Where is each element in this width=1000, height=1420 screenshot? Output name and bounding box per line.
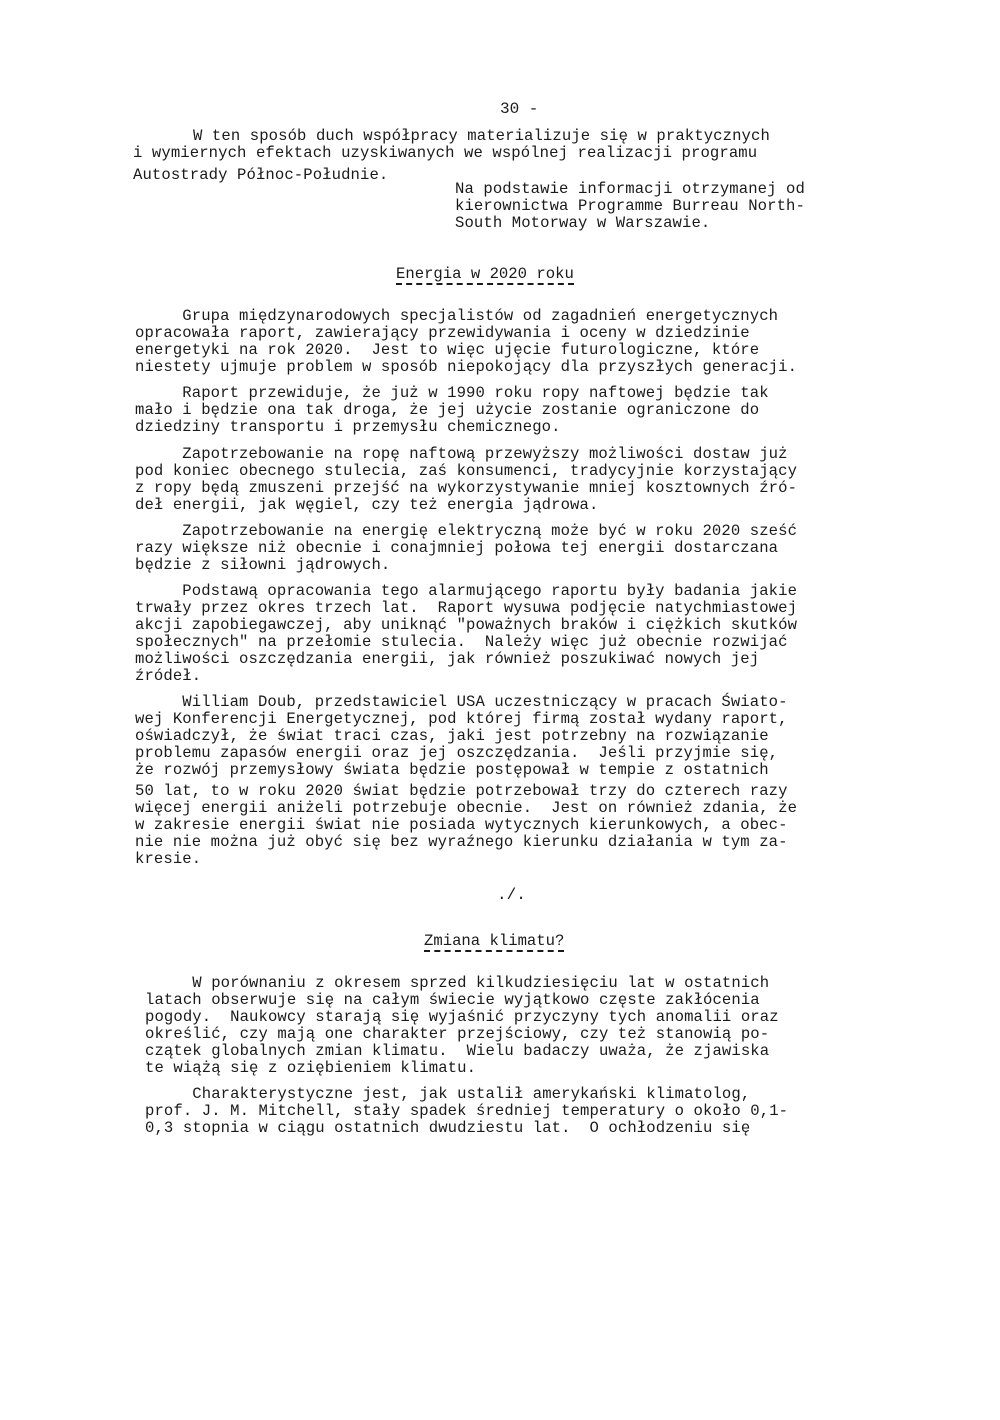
paragraph-line: energetyki na rok 2020. Jest to więc ujęcie futurologiczne, które bbox=[135, 341, 760, 359]
source-note-line: Na podstawie informacji otrzymanej od bbox=[455, 180, 805, 198]
paragraph-line: możliwości oszczędzania energii, jak również poszukiwać nowych jej bbox=[135, 650, 760, 668]
paragraph-line: razy większe niż obecnie i conajmniej połowa tej energii dostarczana bbox=[135, 539, 779, 557]
paragraph-line: W porównaniu z okresem sprzed kilkudziesięciu lat w ostatnich bbox=[145, 974, 770, 992]
paragraph-line: z ropy będą zmuszeni przejść na wykorzystywanie mniej kosztownych źró- bbox=[135, 479, 798, 497]
paragraph-line: będzie z siłowni jądrowych. bbox=[135, 556, 391, 574]
section-heading-climate: Zmiana klimatu? bbox=[424, 932, 565, 950]
paragraph-line: dziedziny transportu i przemysłu chemicznego. bbox=[135, 418, 561, 436]
page-number: 30 - bbox=[500, 100, 539, 118]
paragraph-line: Grupa międzynarodowych specjalistów od zagadnień energetycznych bbox=[135, 307, 779, 325]
paragraph-line: czątek globalnych zmian klimatu. Wielu badaczy uważa, że zjawiska bbox=[145, 1042, 770, 1060]
paragraph-line: więcej energii aniżeli potrzebuje obecnie. Jest on również zdania, że bbox=[135, 799, 798, 817]
paragraph-line: Zapotrzebowanie na ropę naftową przewyższy możliwości dostaw już bbox=[135, 445, 788, 463]
paragraph-line: prof. J. M. Mitchell, stały spadek średniej temperatury o około 0,1- bbox=[145, 1102, 789, 1120]
paragraph-line: mało i będzie ona tak droga, że jej użycie zostanie ograniczone do bbox=[135, 401, 760, 419]
paragraph-line: niestety ujmuje problem w sposób niepokojący dla przyszłych generacji. bbox=[135, 358, 798, 376]
intro-line: i wymiernych efektach uzyskiwanych we wspólnej realizacji programu bbox=[133, 144, 758, 162]
paragraph-line: w zakresie energii świat nie posiada wytycznych kierunkowych, a obec- bbox=[135, 816, 788, 834]
paragraph-line: źródeł. bbox=[135, 667, 202, 685]
paragraph-line: oświadczył, że świat traci czas, jaki jest potrzebny na rozwiązanie bbox=[135, 727, 769, 745]
section-heading-energy: Energia w 2020 roku bbox=[396, 265, 574, 283]
paragraph-line: Zapotrzebowanie na energię elektryczną może być w roku 2020 sześć bbox=[135, 522, 798, 540]
paragraph-line: akcji zapobiegawczej, aby uniknąć "poważnych braków i ciężkich skutków bbox=[135, 616, 798, 634]
paragraph-line: określić, czy mają one charakter przejściowy, czy też stanowią po- bbox=[145, 1025, 770, 1043]
paragraph-line: wej Konferencji Energetycznej, pod której firmą został wydany raport, bbox=[135, 710, 788, 728]
paragraph-line: Raport przewiduje, że już w 1990 roku ropy naftowej będzie tak bbox=[135, 384, 769, 402]
paragraph-line: Podstawą opracowania tego alarmującego raportu były badania jakie bbox=[135, 582, 798, 600]
intro-line: Autostrady Północ-Południe. bbox=[133, 166, 389, 184]
paragraph-line: William Doub, przedstawiciel USA uczestniczący w pracach Świato- bbox=[135, 693, 788, 711]
paragraph-line: te wiążą się z oziębieniem klimatu. bbox=[145, 1059, 477, 1077]
paragraph-line: problemu zapasów energii oraz jej oszczędzania. Jeśli przyjmie się, bbox=[135, 744, 779, 762]
paragraph-line: że rozwój przemysłowy świata będzie postępował w tempie z ostatnich bbox=[135, 761, 769, 779]
section-separator: ./. bbox=[497, 886, 526, 904]
source-note-line: South Motorway w Warszawie. bbox=[455, 214, 711, 232]
paragraph-line: pogody. Naukowcy starają się wyjaśnić przyczyny tych anomalii oraz bbox=[145, 1008, 779, 1026]
paragraph-line: trwały przez okres trzech lat. Raport wysuwa podjęcie natychmiastowej bbox=[135, 599, 798, 617]
paragraph-line: latach obserwuje się na całym świecie wyjątkowo częste zakłócenia bbox=[145, 991, 760, 1009]
intro-line: W ten sposób duch współpracy materializuje się w praktycznych bbox=[193, 127, 770, 145]
source-note-line: kierownictwa Programme Burreau North- bbox=[455, 197, 805, 215]
paragraph-line: 50 lat, to w roku 2020 świat będzie potrzebował trzy do czterech razy bbox=[135, 782, 788, 800]
paragraph-line: nie nie można już obyć się bez wyraźnego kierunku działania w tym za- bbox=[135, 833, 788, 851]
paragraph-line: Charakterystyczne jest, jak ustalił amerykański klimatolog, bbox=[145, 1085, 751, 1103]
paragraph-line: społecznych" na przełomie stulecia. Należy więc już obecnie rozwijać bbox=[135, 633, 788, 651]
paragraph-line: kresie. bbox=[135, 850, 202, 868]
paragraph-line: 0,3 stopnia w ciągu ostatnich dwudziestu lat. O ochłodzeniu się bbox=[145, 1119, 751, 1137]
paragraph-line: deł energii, jak węgiel, czy też energia jądrowa. bbox=[135, 496, 599, 514]
paragraph-line: pod koniec obecnego stulecia, zaś konsumenci, tradycyjnie korzystający bbox=[135, 462, 798, 480]
paragraph-line: opracowała raport, zawierający przewidywania i oceny w dziedzinie bbox=[135, 324, 750, 342]
